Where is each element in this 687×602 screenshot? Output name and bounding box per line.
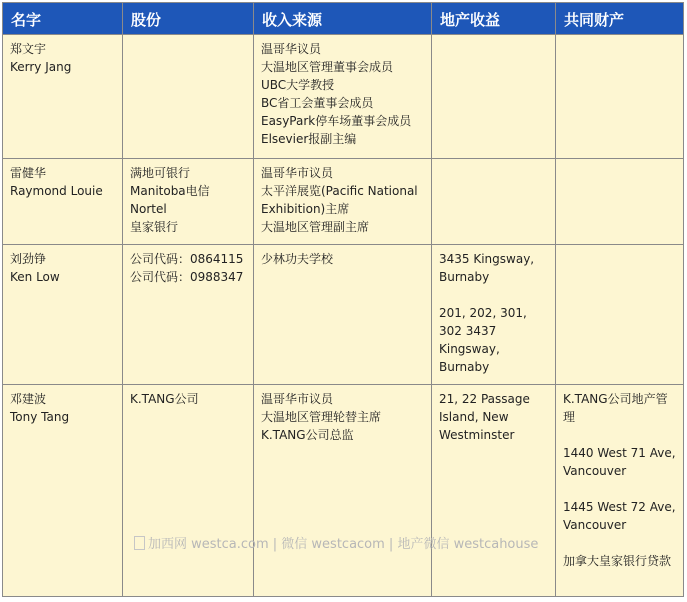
shares-item: Manitoba电信 bbox=[130, 184, 210, 198]
income-item: 大温地区管理董事会成员 bbox=[261, 60, 394, 74]
disclosure-table bbox=[2, 2, 684, 597]
joint-cell bbox=[556, 385, 684, 597]
income-item: K.TANG公司总监 bbox=[261, 428, 354, 442]
header-property: 地产收益 bbox=[432, 3, 556, 35]
name-cell bbox=[3, 385, 123, 597]
table-row bbox=[3, 245, 684, 385]
income-item: 温哥华市议员 bbox=[261, 166, 334, 180]
income-item: 太平洋展览(Pacific National Exhibition)主席 bbox=[261, 184, 418, 216]
shares-item: Nortel bbox=[130, 202, 167, 216]
watermark-logo-icon bbox=[134, 536, 145, 550]
header-joint: 共同财产 bbox=[556, 3, 684, 35]
name-zh: 郑文宇 bbox=[10, 42, 47, 56]
name-zh: 邓建波 bbox=[10, 392, 47, 406]
joint-item: K.TANG公司地产管理 bbox=[563, 392, 668, 424]
income-item: 少林功夫学校 bbox=[261, 252, 334, 266]
income-item: 大温地区管理轮替主席 bbox=[261, 410, 382, 424]
income-cell bbox=[254, 35, 432, 159]
shares-item: 公司代码：0864115 bbox=[130, 252, 244, 266]
shares-item: 满地可银行 bbox=[130, 166, 191, 180]
header-row bbox=[3, 3, 684, 35]
joint-item: 1440 West 71 Ave, Vancouver bbox=[563, 446, 676, 478]
income-cell bbox=[254, 385, 432, 597]
shares-cell bbox=[123, 385, 254, 597]
income-item: 大温地区管理副主席 bbox=[261, 220, 370, 234]
joint-cell bbox=[556, 245, 684, 385]
property-cell bbox=[432, 159, 556, 245]
shares-item: 公司代码：0988347 bbox=[130, 270, 244, 284]
name-en: Ken Low bbox=[10, 270, 60, 284]
watermark bbox=[134, 533, 538, 552]
shares-item: K.TANG公司 bbox=[130, 392, 199, 406]
joint-cell bbox=[556, 159, 684, 245]
name-zh: 雷健华 bbox=[10, 166, 47, 180]
table-row bbox=[3, 159, 684, 245]
name-en: Raymond Louie bbox=[10, 184, 103, 198]
income-item: 温哥华议员 bbox=[261, 42, 322, 56]
joint-item: 加拿大皇家银行贷款 bbox=[563, 554, 672, 568]
property-item: 3435 Kingsway, Burnaby bbox=[439, 252, 535, 284]
table-row bbox=[3, 385, 684, 597]
income-item: BC省工会董事会成员 bbox=[261, 96, 374, 110]
property-cell bbox=[432, 35, 556, 159]
income-item: EasyPark停车场董事会成员 bbox=[261, 114, 412, 128]
property-cell bbox=[432, 245, 556, 385]
shares-cell bbox=[123, 245, 254, 385]
name-cell bbox=[3, 245, 123, 385]
name-cell bbox=[3, 35, 123, 159]
shares-item: 皇家银行 bbox=[130, 220, 179, 234]
header-shares: 股份 bbox=[123, 3, 254, 35]
watermark-text: 加西网 westca.com | 微信 westcacom | 地产微信 westcahouse bbox=[148, 537, 539, 552]
shares-cell bbox=[123, 159, 254, 245]
income-cell bbox=[254, 159, 432, 245]
name-zh: 刘劲铮 bbox=[10, 252, 47, 266]
name-en: Kerry Jang bbox=[10, 60, 72, 74]
table-row bbox=[3, 35, 684, 159]
name-cell bbox=[3, 159, 123, 245]
shares-cell bbox=[123, 35, 254, 159]
joint-item: 1445 West 72 Ave, Vancouver bbox=[563, 500, 676, 532]
income-item: Elsevier报副主编 bbox=[261, 132, 357, 146]
income-item: 温哥华市议员 bbox=[261, 392, 334, 406]
header-name: 名字 bbox=[3, 3, 123, 35]
property-cell bbox=[432, 385, 556, 597]
header-income: 收入来源 bbox=[254, 3, 432, 35]
income-cell bbox=[254, 245, 432, 385]
joint-cell bbox=[556, 35, 684, 159]
property-item: 201, 202, 301, 302 3437 Kingsway, Burnaby bbox=[439, 306, 527, 374]
income-item: UBC大学教授 bbox=[261, 78, 335, 92]
name-en: Tony Tang bbox=[10, 410, 70, 424]
property-item: 21, 22 Passage Island, New Westminster bbox=[439, 392, 530, 442]
